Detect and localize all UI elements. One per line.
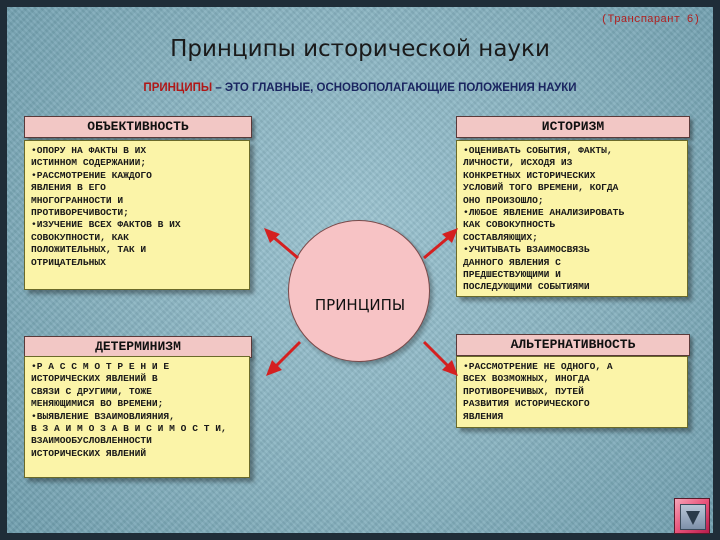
- content-line: СОВОКУПНОСТИ, КАК: [31, 231, 129, 243]
- alternativeness-content: [456, 356, 688, 428]
- down-triangle-icon: [680, 504, 706, 530]
- content-line: КАК СОВОКУПНОСТЬ: [463, 219, 556, 231]
- content-line: ИСТИННОМ СОДЕРЖАНИИ;: [31, 157, 147, 169]
- objectivity-label: ОБЪЕКТИВНОСТЬ: [24, 116, 252, 138]
- content-line: •ЛЮБОЕ ЯВЛЕНИЕ АНАЛИЗИРОВАТЬ: [463, 207, 625, 219]
- arrow-to-alternativeness: [420, 338, 460, 378]
- content-line: ПОСЛЕДУЮЩИМИ СОБЫТИЯМИ: [463, 281, 590, 293]
- content-line: ЯВЛЕНИЯ: [463, 410, 504, 422]
- subtitle: [0, 82, 720, 94]
- objectivity-content: [24, 140, 250, 290]
- page-title: Принципы исторической науки: [170, 36, 550, 62]
- content-line: ОНО ПРОИЗОШЛО;: [463, 194, 544, 206]
- content-line: ЛИЧНОСТИ, ИСХОДЯ ИЗ: [463, 157, 573, 169]
- content-line: ВЗАИМООБУСЛОВЛЕННОСТИ: [31, 435, 152, 447]
- content-line: ДАННОГО ЯВЛЕНИЯ С: [463, 256, 561, 268]
- content-line: ЯВЛЕНИЯ В ЕГО: [31, 182, 106, 194]
- determinism-content: [24, 356, 250, 478]
- slide-number: (Транспарант 6): [600, 14, 700, 26]
- content-line: •Р А С С М О Т Р Е Н И Е: [31, 361, 170, 372]
- content-line: ПОЛОЖИТЕЛЬНЫХ, ТАК И: [31, 244, 147, 256]
- content-line: ОТРИЦАТЕЛЬНЫХ: [31, 256, 106, 268]
- content-line: СОСТАВЛЯЮЩИХ;: [463, 231, 538, 243]
- alternativeness-label: АЛЬТЕРНАТИВНОСТЬ: [456, 334, 690, 356]
- content-line: •РАССМОТРЕНИЕ НЕ ОДНОГО, А: [463, 361, 613, 372]
- historicism-label: ИСТОРИЗМ: [456, 116, 690, 138]
- content-line: •ОПОРУ НА ФАКТЫ В ИХ: [31, 145, 147, 156]
- content-line: РАЗВИТИЯ ИСТОРИЧЕСКОГО: [463, 398, 590, 410]
- content-line: УСЛОВИЙ ТОГО ВРЕМЕНИ, КОГДА: [463, 182, 619, 194]
- content-line: МЕНЯЮЩИМИСЯ ВО ВРЕМЕНИ;: [31, 398, 164, 410]
- content-line: ПРЕДШЕСТВУЮЩИМИ И: [463, 269, 561, 281]
- content-line: •УЧИТЫВАТЬ ВЗАИМОСВЯЗЬ: [463, 244, 590, 256]
- center-circle: [288, 220, 430, 362]
- arrow-to-historicism: [420, 226, 460, 262]
- next-slide-button[interactable]: [674, 498, 710, 534]
- content-line: ПРОТИВОРЕЧИВЫХ, ПУТЕЙ: [463, 385, 584, 397]
- arrow-to-determinism: [264, 338, 304, 378]
- content-line: •ИЗУЧЕНИЕ ВСЕХ ФАКТОВ В ИХ: [31, 219, 181, 231]
- arrow-to-objectivity: [262, 226, 302, 262]
- content-line: •ВЫЯВЛЕНИЕ ВЗАИМОВЛИЯНИЯ,: [31, 410, 175, 422]
- historicism-content: [456, 140, 688, 297]
- content-line: КОНКРЕТНЫХ ИСТОРИЧЕСКИХ: [463, 169, 596, 181]
- content-line: •РАССМОТРЕНИЕ КАЖДОГО: [31, 169, 152, 181]
- content-line: СВЯЗИ С ДРУГИМИ, ТОЖЕ: [31, 385, 152, 397]
- content-line: ИСТОРИЧЕСКИХ ЯВЛЕНИЙ В: [31, 373, 158, 385]
- subtitle-highlight: ПРИНЦИПЫ: [143, 82, 213, 94]
- subtitle-rest: – ЭТО ГЛАВНЫЕ, ОСНОВОПОЛАГАЮЩИЕ ПОЛОЖЕНИЯ НАУКИ: [212, 82, 577, 94]
- content-line: ПРОТИВОРЕЧИВОСТИ;: [31, 207, 129, 219]
- content-line: ВСЕХ ВОЗМОЖНЫХ, ИНОГДА: [463, 373, 590, 385]
- content-line: ИСТОРИЧЕСКИХ ЯВЛЕНИЙ: [31, 447, 147, 459]
- center-label: ПРИНЦИПЫ: [314, 296, 406, 314]
- content-line: •ОЦЕНИВАТЬ СОБЫТИЯ, ФАКТЫ,: [463, 145, 613, 156]
- content-line: МНОГОГРАННОСТИ И: [31, 194, 124, 206]
- content-line: В З А И М О З А В И С И М О С Т И,: [31, 423, 227, 435]
- determinism-label: ДЕТЕРМИНИЗМ: [24, 336, 252, 358]
